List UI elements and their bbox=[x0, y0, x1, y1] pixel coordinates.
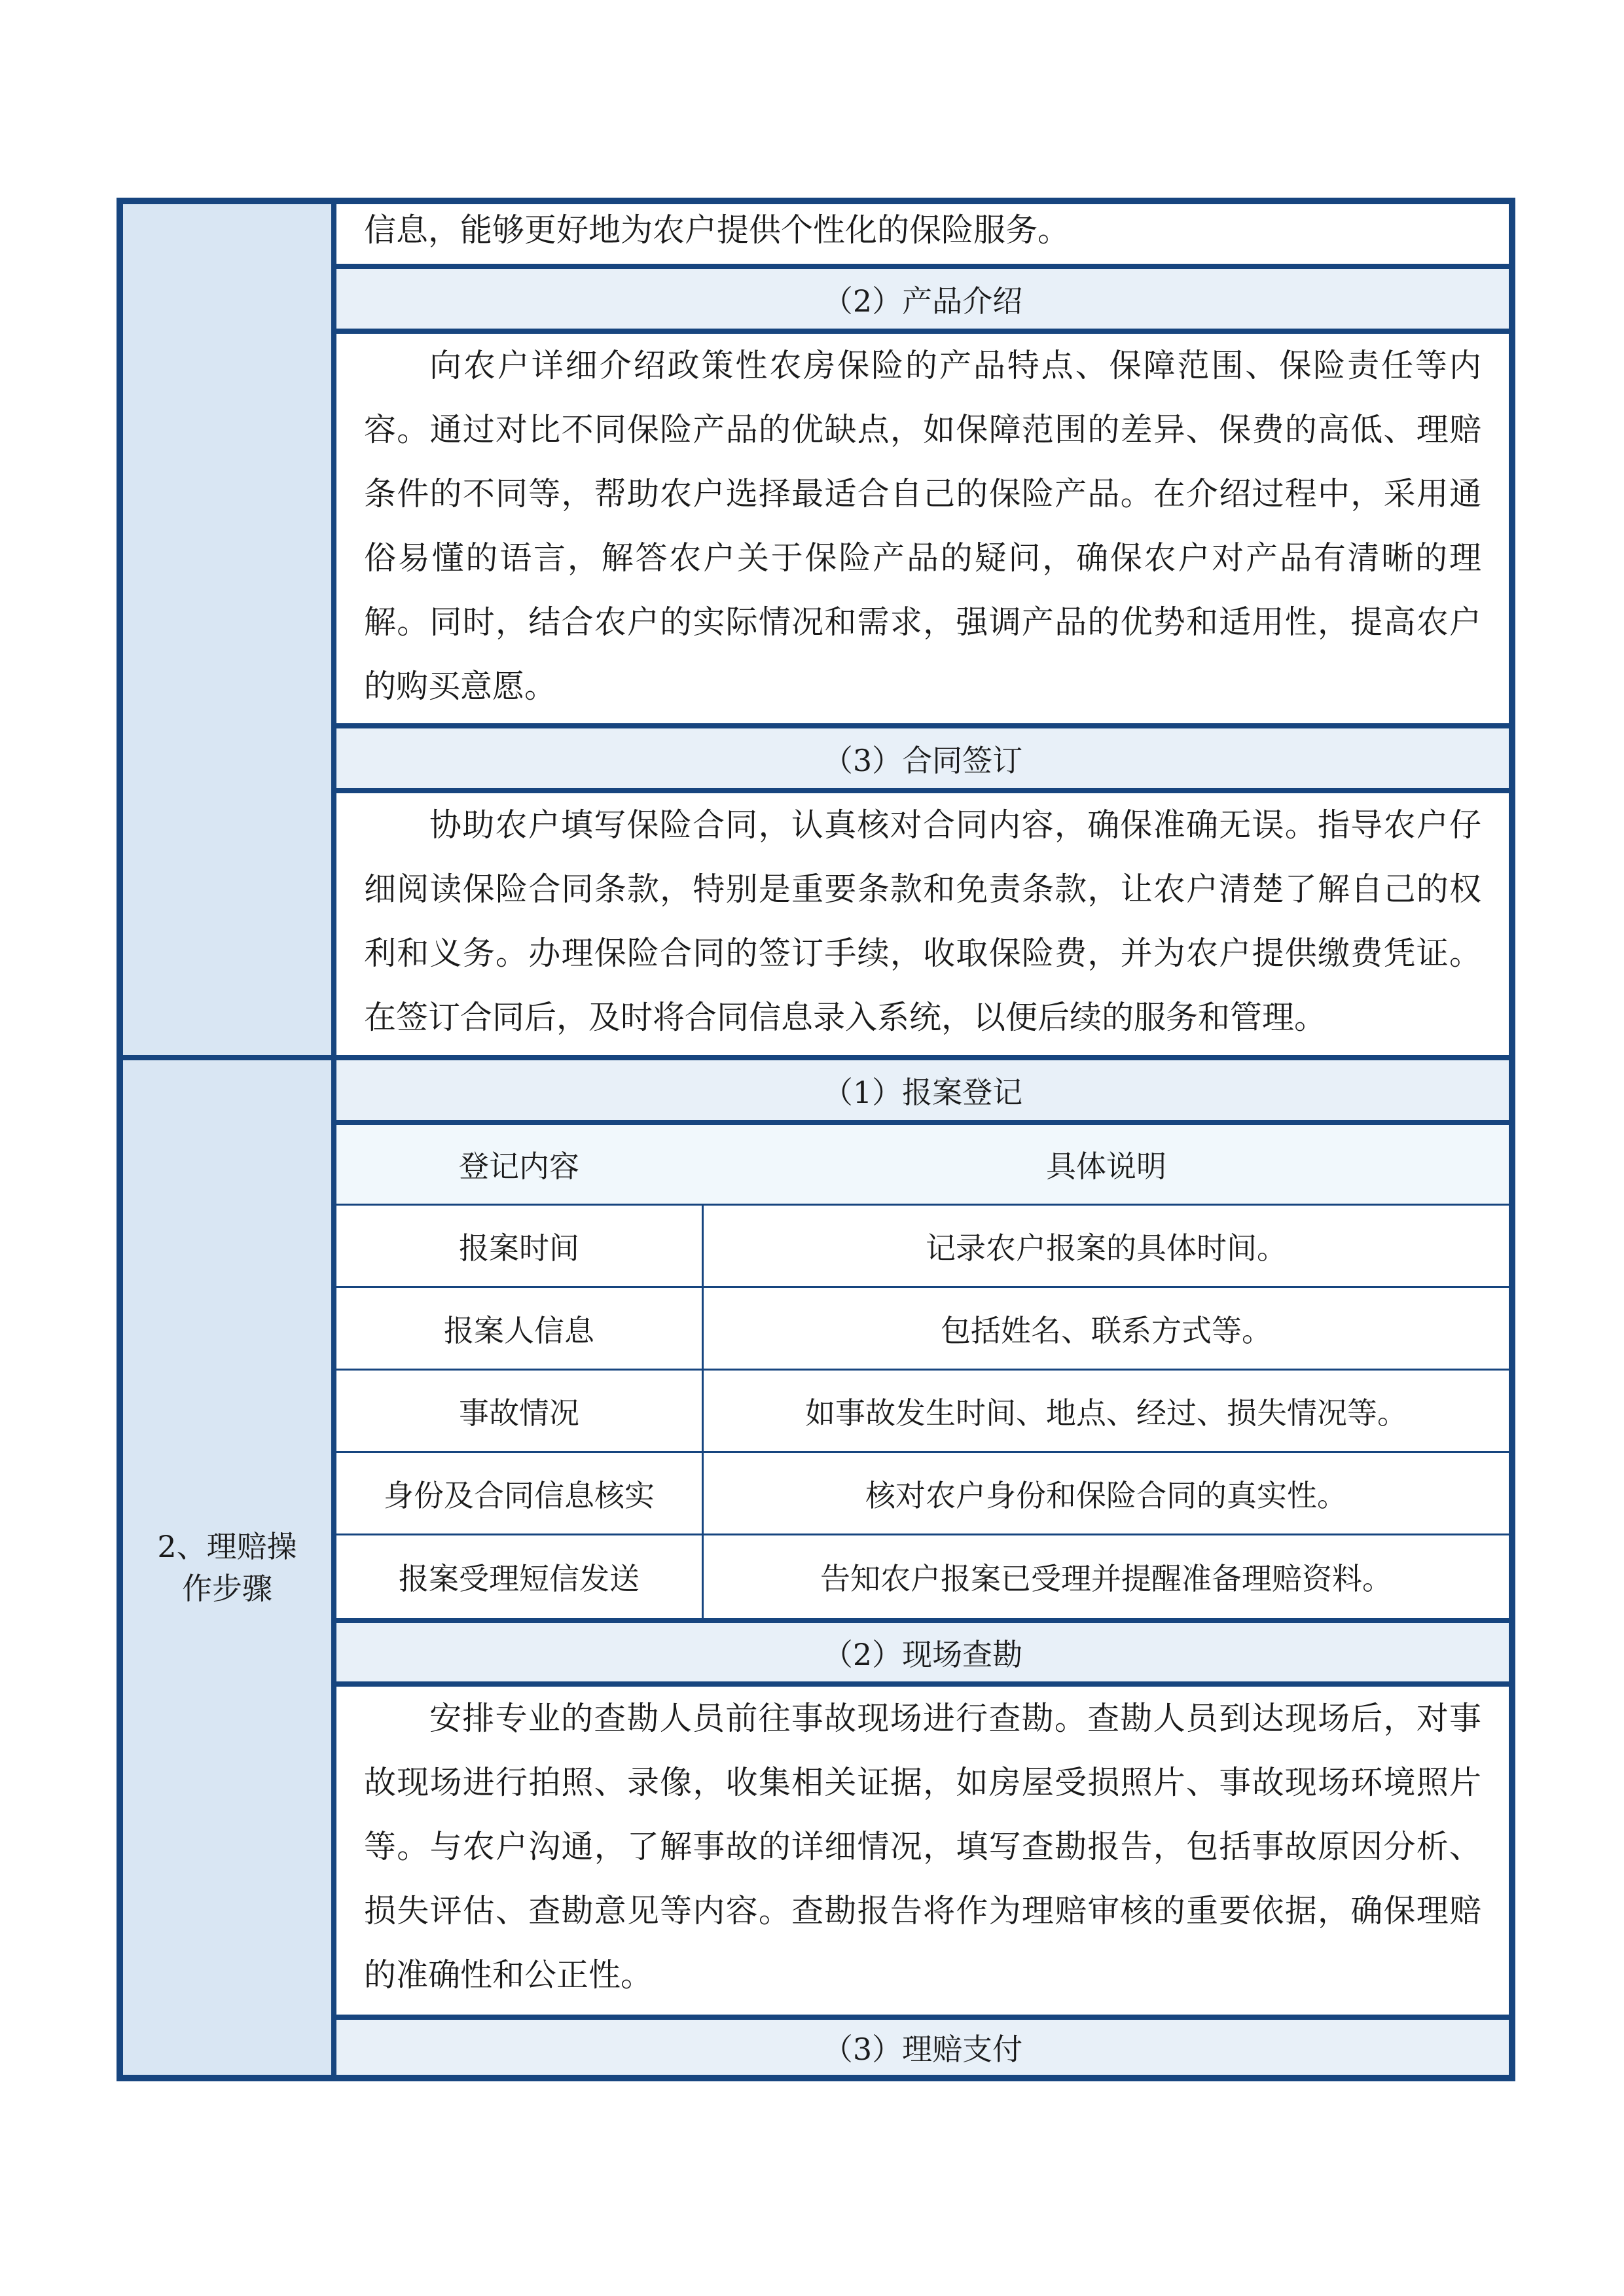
table-row bbox=[336, 1206, 1509, 1286]
report-table bbox=[336, 1125, 1509, 1618]
row-divider bbox=[336, 788, 1509, 793]
text-line: 细阅读保险合同条款，特别是重要条款和免责条款，让农户清楚了解自己的权 bbox=[364, 870, 1481, 908]
row-divider bbox=[336, 723, 1509, 728]
intro-tail-text: 信息，能够更好地为农户提供个性化的保险服务。 bbox=[364, 211, 1070, 249]
row-item: 报案时间 bbox=[459, 1230, 579, 1266]
table-row bbox=[336, 1371, 1509, 1451]
row-divider bbox=[336, 1120, 1509, 1125]
text-line: 等。与农户沟通，了解事故的详细情况，填写查勘报告，包括事故原因分析、 bbox=[364, 1828, 1481, 1865]
section1-label-cell bbox=[123, 204, 336, 1055]
text-line: 损失评估、查勘意见等内容。查勘报告将作为理赔审核的重要依据，确保理赔 bbox=[364, 1892, 1481, 1929]
section2-label-line2: 作步骤 bbox=[182, 1571, 272, 1606]
row-item: 报案人信息 bbox=[444, 1312, 594, 1348]
row-description: 记录农户报案的具体时间。 bbox=[926, 1230, 1287, 1266]
row-item: 报案受理短信发送 bbox=[399, 1561, 640, 1596]
row-description: 如事故发生时间、地点、经过、损失情况等。 bbox=[805, 1395, 1407, 1431]
table-row bbox=[336, 1453, 1509, 1534]
report-header: （1）报案登记 bbox=[336, 1060, 1509, 1120]
text-line: 在签订合同后，及时将合同信息录入系统，以便后续的服务和管理。 bbox=[364, 999, 1327, 1036]
report-table-header bbox=[336, 1125, 1509, 1204]
table-row bbox=[336, 1288, 1509, 1369]
row-description: 包括姓名、联系方式等。 bbox=[941, 1312, 1272, 1348]
text-line: 协助农户填写保险合同，认真核对合同内容，确保准确无误。指导农户仔 bbox=[429, 806, 1481, 844]
content-column bbox=[336, 204, 1509, 2075]
text-line: 安排专业的查勘人员前往事故现场进行查勘。查勘人员到达现场后，对事 bbox=[429, 1700, 1481, 1737]
survey-text bbox=[336, 1687, 1509, 2015]
intro-tail-cell bbox=[336, 204, 1509, 264]
section2-label-cell bbox=[123, 1060, 336, 2075]
text-line: 利和义务。办理保险合同的签订手续，收取保险费，并为农户提供缴费凭证。 bbox=[364, 935, 1481, 972]
contract-text bbox=[336, 793, 1509, 1055]
payment-header: （3）理赔支付 bbox=[336, 2020, 1509, 2075]
text-line: 的购买意愿。 bbox=[364, 668, 557, 705]
text-line: 俗易懂的语言，解答农户关于保险产品的疑问，确保农户对产品有清晰的理 bbox=[364, 539, 1481, 577]
row-description: 核对农户身份和保险合同的真实性。 bbox=[865, 1477, 1347, 1513]
header-description: 具体说明 bbox=[1046, 1149, 1166, 1184]
text-line: 的准确性和公正性。 bbox=[364, 1956, 653, 1994]
text-line: 解。同时，结合农户的实际情况和需求，强调产品的优势和适用性，提高农户 bbox=[364, 603, 1481, 641]
table-row bbox=[336, 1535, 1509, 1618]
row-divider bbox=[336, 1681, 1509, 1687]
product-intro-text bbox=[336, 334, 1509, 723]
section2-label-line1: 2、理赔操 bbox=[157, 1529, 297, 1564]
row-divider bbox=[336, 329, 1509, 334]
procedure-table bbox=[117, 198, 1515, 2081]
row-item: 身份及合同信息核实 bbox=[384, 1477, 655, 1513]
row-divider bbox=[336, 1618, 1509, 1623]
contract-header: （3）合同签订 bbox=[336, 728, 1509, 788]
header-item: 登记内容 bbox=[459, 1149, 579, 1184]
text-line: 故现场进行拍照、录像，收集相关证据，如房屋受损照片、事故现场环境照片 bbox=[364, 1764, 1481, 1801]
text-line: 条件的不同等，帮助农户选择最适合自己的保险产品。在介绍过程中，采用通 bbox=[364, 475, 1481, 512]
text-line: 容。通过对比不同保险产品的优缺点，如保障范围的差异、保费的高低、理赔 bbox=[364, 411, 1481, 448]
row-divider bbox=[336, 264, 1509, 269]
product-intro-header: （2）产品介绍 bbox=[336, 269, 1509, 329]
text-line: 向农户详细介绍政策性农房保险的产品特点、保障范围、保险责任等内 bbox=[429, 347, 1481, 384]
survey-header: （2）现场查勘 bbox=[336, 1623, 1509, 1681]
row-divider bbox=[336, 2015, 1509, 2020]
row-item: 事故情况 bbox=[459, 1395, 579, 1431]
row-description: 告知农户报案已受理并提醒准备理赔资料。 bbox=[820, 1561, 1392, 1596]
